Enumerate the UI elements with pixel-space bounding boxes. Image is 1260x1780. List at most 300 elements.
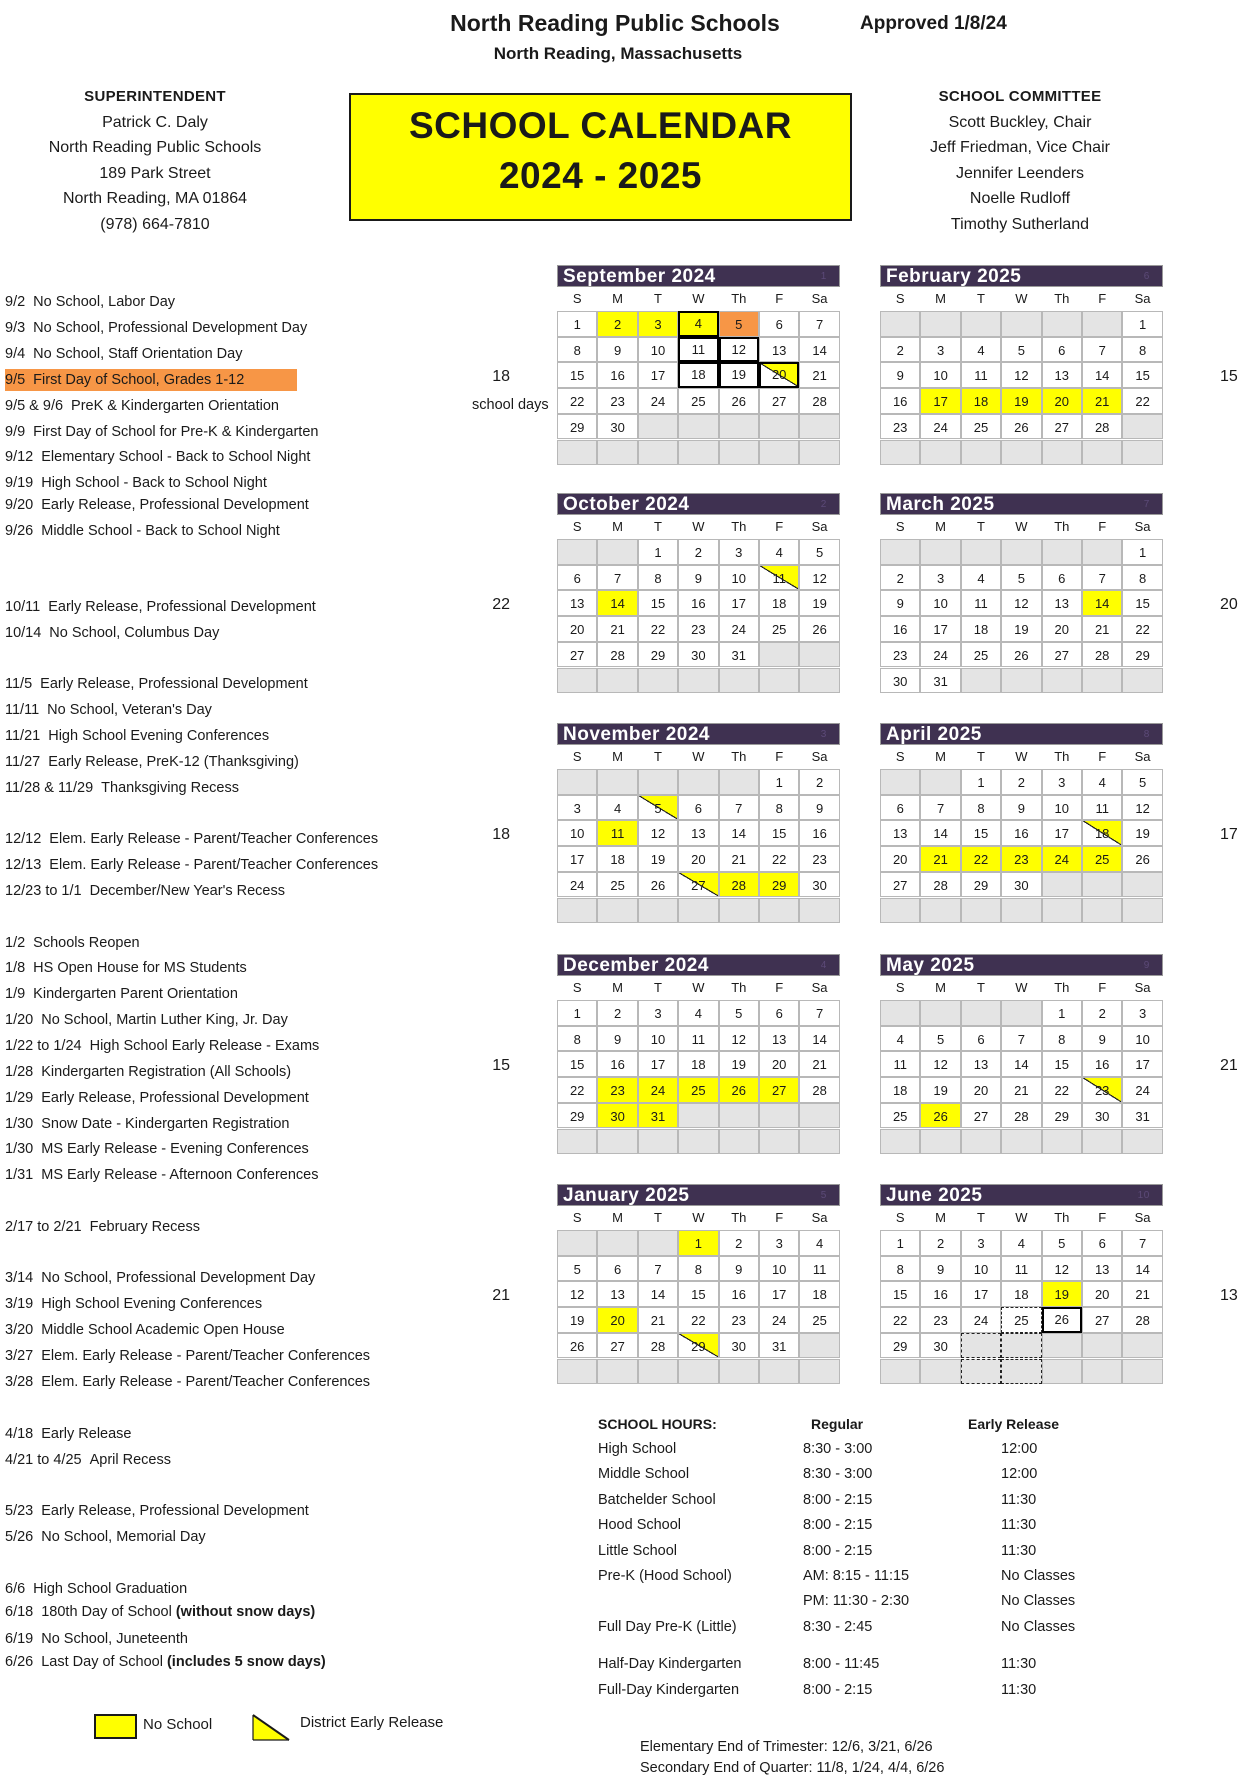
superintendent-title: SUPERINTENDENT [84, 88, 226, 105]
event-text: Early Release [41, 1426, 132, 1442]
month-index: 10 [1137, 1190, 1150, 1201]
day-cell: 14 [638, 1281, 678, 1307]
day-cell: 12 [920, 1051, 960, 1077]
empty-day-cell [1082, 311, 1122, 337]
month-index: 2 [820, 499, 827, 510]
day-cell: 24 [920, 642, 960, 668]
event-row [5, 1164, 318, 1186]
day-cell: 12 [1001, 362, 1041, 388]
banner-year: 2024 - 2025 [498, 155, 702, 196]
hours-regular: 8:30 - 3:00 [803, 1441, 873, 1457]
day-cell: 15 [678, 1281, 718, 1307]
day-cell: 24 [961, 1307, 1001, 1333]
hours-early: No Classes [1001, 1593, 1076, 1610]
event-text: HS Open House for MS Students [33, 960, 247, 976]
day-cell: 27 [1082, 1307, 1122, 1333]
day-cell: 18 [597, 846, 637, 872]
day-cell: 20 [1042, 616, 1082, 642]
page-subtitle: North Reading, Massachusetts [493, 44, 743, 63]
day-cell: 4 [678, 311, 718, 337]
hours-early: 11:30 [1001, 1517, 1037, 1534]
day-cell: 27 [1042, 414, 1082, 440]
day-cell: 27 [597, 1333, 637, 1359]
event-row [5, 777, 239, 799]
empty-day-cell [597, 769, 637, 795]
event-date: 9/5 & 9/6 [5, 398, 64, 414]
weekday-label: Sa [1134, 291, 1151, 306]
day-cell: 5 [719, 1000, 759, 1026]
hours-regular: 8:00 - 2:15 [803, 1542, 873, 1559]
weekday-label: Sa [1134, 749, 1151, 764]
month-title: May 2025 9 [880, 954, 1163, 976]
month-calendar [557, 1184, 840, 1354]
empty-day-cell [799, 1359, 839, 1385]
day-cell: 7 [719, 795, 759, 821]
weekday-label: T [977, 980, 985, 995]
day-cell: 29 [961, 872, 1001, 898]
event-date: 4/21 to 4/25 [5, 1452, 82, 1468]
superintendent-line: (978) 664-7810 [100, 215, 210, 233]
month-calendar [880, 954, 1163, 1124]
day-cell: 13 [678, 820, 718, 846]
event-text: No School, Juneteenth [41, 1631, 188, 1647]
superintendent-block [5, 84, 305, 238]
empty-day-cell [638, 414, 678, 440]
month-index: 6 [1143, 271, 1150, 282]
day-cell: 13 [880, 820, 920, 846]
weekday-label: F [1098, 980, 1107, 995]
event-row [5, 854, 378, 876]
day-cell: 6 [597, 1256, 637, 1282]
event-row [5, 343, 242, 365]
day-cell: 7 [1082, 565, 1122, 591]
day-cell: 6 [759, 311, 799, 337]
empty-day-cell [880, 1359, 920, 1385]
event-text: February Recess [89, 1219, 200, 1235]
weekday-label: M [935, 291, 946, 306]
event-text: Middle School - Back to School Night [41, 523, 280, 539]
day-cell: 5 [1001, 337, 1041, 363]
day-cell: 7 [638, 1256, 678, 1282]
weekday-header [880, 977, 1163, 999]
day-cell: 7 [799, 311, 839, 337]
day-cell: 28 [799, 1077, 839, 1103]
weekday-label: S [895, 519, 905, 534]
day-cell: 17 [557, 846, 597, 872]
weekday-label: Th [1054, 519, 1070, 534]
empty-day-cell [638, 1129, 678, 1155]
event-text: No School, Labor Day [33, 294, 176, 310]
day-cell: 16 [880, 616, 920, 642]
day-cell: 2 [678, 539, 718, 565]
day-cell: 12 [638, 820, 678, 846]
day-cell: 23 [880, 414, 920, 440]
event-row [5, 596, 316, 618]
empty-day-cell [1122, 414, 1162, 440]
empty-day-cell [1001, 539, 1041, 565]
day-cell: 12 [719, 1026, 759, 1052]
day-cell: 7 [597, 565, 637, 591]
school-days-count: 18 [492, 826, 510, 843]
day-cell: 1 [1042, 1000, 1082, 1026]
day-cell: 9 [597, 1026, 637, 1052]
weekday-label: Sa [1134, 980, 1151, 995]
day-cell: 6 [1042, 565, 1082, 591]
school-days-count: 17 [1220, 826, 1238, 843]
day-cell: 25 [1001, 1307, 1041, 1333]
day-cell: 20 [880, 846, 920, 872]
day-cell: 6 [759, 1000, 799, 1026]
event-text: Early Release, Professional Development [41, 497, 309, 513]
day-cell: 2 [880, 565, 920, 591]
empty-day-cell [557, 1359, 597, 1385]
event-date: 9/12 [5, 449, 34, 465]
empty-day-cell [719, 1359, 759, 1385]
event-text: Elem. Early Release - Parent/Teacher Conferences [41, 1348, 371, 1364]
day-cell: 21 [1082, 616, 1122, 642]
day-cell: 19 [638, 846, 678, 872]
event-text: MS Early Release - Evening Conferences [41, 1141, 309, 1157]
empty-day-cell [759, 414, 799, 440]
day-cell: 8 [759, 795, 799, 821]
day-cell: 22 [678, 1307, 718, 1333]
empty-day-cell [920, 1129, 960, 1155]
empty-day-cell [1001, 1333, 1041, 1359]
day-cell: 3 [1122, 1000, 1162, 1026]
approved-date: Approved 1/8/24 [860, 13, 1007, 34]
weekday-label: W [1015, 291, 1028, 306]
day-cell: 27 [759, 1077, 799, 1103]
hours-school: Batchelder School [598, 1491, 716, 1508]
day-cell: 7 [920, 795, 960, 821]
day-cell: 1 [1122, 539, 1162, 565]
day-cell: 8 [1122, 337, 1162, 363]
month-title: June 2025 10 [880, 1184, 1163, 1206]
hours-row [598, 1462, 1118, 1487]
day-cell: 11 [799, 1256, 839, 1282]
day-cell: 16 [880, 388, 920, 414]
day-cell: 15 [1122, 590, 1162, 616]
hours-regular: 8:00 - 2:15 [803, 1491, 873, 1508]
event-text: Early Release, Professional Development [48, 599, 316, 615]
school-days-count: 15 [492, 1057, 510, 1074]
event-row [5, 1578, 187, 1600]
month-index: 1 [820, 271, 827, 282]
day-cell: 24 [1122, 1077, 1162, 1103]
day-cell: 2 [1082, 1000, 1122, 1026]
weekday-label: W [692, 980, 705, 995]
weekday-label: S [895, 291, 905, 306]
empty-day-cell [1122, 440, 1162, 466]
month-title: March 2025 7 [880, 493, 1163, 515]
day-cell: 24 [557, 872, 597, 898]
day-cell: 1 [1122, 311, 1162, 337]
hours-school: High School [598, 1441, 677, 1457]
day-cell: 2 [1001, 769, 1041, 795]
day-cell: 25 [961, 642, 1001, 668]
event-row [5, 1628, 188, 1650]
event-row [5, 751, 299, 773]
hours-early: 11:30 [1001, 1542, 1037, 1559]
empty-day-cell [1042, 898, 1082, 924]
month-title: November 2024 3 [557, 723, 840, 745]
day-cell: 10 [557, 820, 597, 846]
hours-early: 12:00 [1001, 1466, 1038, 1483]
committee-line: Jeff Friedman, Vice Chair [930, 139, 1110, 157]
empty-day-cell [1001, 1000, 1041, 1026]
day-cell: 15 [557, 1051, 597, 1077]
weekday-label: T [977, 519, 985, 534]
day-cell: 9 [597, 337, 637, 363]
day-cell: 11 [1001, 1256, 1041, 1282]
month-title: September 2024 1 [557, 265, 840, 287]
empty-day-cell [961, 1359, 1001, 1385]
event-text: High School Early Release - Exams [89, 1038, 320, 1054]
day-cell: 23 [880, 642, 920, 668]
hours-school: Full-Day Kindergarten [598, 1681, 740, 1698]
event-text: No School, Professional Development Day [41, 1270, 316, 1286]
day-cell: 17 [638, 1051, 678, 1077]
event-date: 10/11 [5, 599, 41, 615]
empty-day-cell [597, 1129, 637, 1155]
day-cell: 25 [880, 1103, 920, 1129]
event-text: MS Early Release - Afternoon Conferences [41, 1167, 319, 1183]
weekday-label: S [572, 1210, 582, 1225]
event-text: High School Evening Conferences [48, 728, 270, 744]
day-cell: 22 [557, 388, 597, 414]
event-date: 6/18 [5, 1604, 34, 1620]
day-cell: 10 [1042, 795, 1082, 821]
month-calendar [557, 493, 840, 663]
empty-day-cell [961, 311, 1001, 337]
day-cell: 4 [759, 539, 799, 565]
day-cell: 15 [557, 362, 597, 388]
day-cell: 25 [678, 1077, 718, 1103]
event-row [5, 957, 247, 979]
day-cell: 29 [678, 1333, 718, 1359]
empty-day-cell [678, 769, 718, 795]
month-calendar [557, 954, 840, 1124]
empty-day-cell [920, 1000, 960, 1026]
empty-day-cell [1082, 668, 1122, 694]
empty-day-cell [799, 668, 839, 694]
event-text: First Day of School, Grades 1-12 [33, 372, 245, 388]
day-cell: 2 [597, 1000, 637, 1026]
committee-block [870, 84, 1170, 238]
day-cell: 18 [759, 590, 799, 616]
day-cell: 23 [1001, 846, 1041, 872]
day-cell: 2 [880, 337, 920, 363]
day-cell: 28 [1082, 414, 1122, 440]
day-cell: 7 [1122, 1230, 1162, 1256]
weekday-label: T [977, 291, 985, 306]
month-calendar [557, 723, 840, 893]
day-cell: 25 [799, 1307, 839, 1333]
day-cell: 14 [799, 1026, 839, 1052]
legend-early-release-icon [252, 1714, 290, 1741]
day-cell: 30 [880, 668, 920, 694]
day-cell: 6 [1082, 1230, 1122, 1256]
event-text: No School, Professional Development Day [33, 320, 308, 336]
weekday-label: F [775, 980, 784, 995]
event-row [5, 828, 378, 850]
event-date: 1/30 [5, 1141, 34, 1157]
day-cell: 24 [719, 616, 759, 642]
event-date: 9/26 [5, 523, 34, 539]
empty-day-cell [920, 898, 960, 924]
weekday-label: T [977, 749, 985, 764]
hours-regular: PM: 11:30 - 2:30 [803, 1593, 910, 1610]
day-cell: 26 [1001, 642, 1041, 668]
empty-day-cell [1082, 1333, 1122, 1359]
day-cell: 6 [880, 795, 920, 821]
day-cell: 21 [638, 1307, 678, 1333]
empty-day-cell [799, 898, 839, 924]
event-date: 6/19 [5, 1631, 34, 1647]
event-date: 11/21 [5, 728, 41, 744]
day-cell: 4 [1082, 769, 1122, 795]
day-cell: 4 [597, 795, 637, 821]
event-text: December/New Year's Recess [89, 883, 285, 899]
hours-row [598, 1652, 1118, 1677]
month-index: 8 [1143, 729, 1150, 740]
empty-day-cell [1001, 668, 1041, 694]
event-text: Thanksgiving Recess [101, 780, 239, 796]
event-row [5, 1423, 132, 1445]
empty-day-cell [1082, 872, 1122, 898]
day-cell: 30 [920, 1333, 960, 1359]
day-cell: 19 [719, 1051, 759, 1077]
committee-line: Scott Buckley, Chair [948, 113, 1092, 131]
day-cell: 19 [557, 1307, 597, 1333]
event-row [5, 983, 238, 1005]
day-cell: 20 [961, 1077, 1001, 1103]
day-cell: 30 [678, 642, 718, 668]
day-cell: 30 [799, 872, 839, 898]
weekday-label: Th [731, 980, 747, 995]
day-cell: 21 [799, 1051, 839, 1077]
empty-day-cell [678, 414, 718, 440]
day-cell: 26 [557, 1333, 597, 1359]
day-cell: 4 [1001, 1230, 1041, 1256]
event-text: No School, Staff Orientation Day [33, 346, 243, 362]
committee-line: Timothy Sutherland [950, 215, 1090, 233]
event-date: 12/23 to 1/1 [5, 883, 82, 899]
day-cell: 9 [880, 362, 920, 388]
event-row [5, 1500, 309, 1522]
day-cell: 22 [638, 616, 678, 642]
day-cell: 20 [557, 616, 597, 642]
event-date: 9/3 [5, 320, 26, 336]
event-note: (includes 5 snow days) [162, 1654, 326, 1670]
empty-day-cell [1001, 898, 1041, 924]
day-cell: 19 [719, 362, 759, 388]
empty-day-cell [759, 642, 799, 668]
event-row [5, 1371, 370, 1393]
day-cell: 19 [1122, 820, 1162, 846]
weekday-label: M [612, 519, 623, 534]
day-cell: 15 [1122, 362, 1162, 388]
day-cell: 26 [1042, 1307, 1082, 1333]
empty-day-cell [799, 440, 839, 466]
day-cell: 24 [759, 1307, 799, 1333]
day-cell: 23 [597, 388, 637, 414]
event-date: 9/20 [5, 497, 34, 513]
day-cell: 9 [799, 795, 839, 821]
hours-regular: 8:00 - 11:45 [803, 1656, 880, 1673]
day-cell: 9 [719, 1256, 759, 1282]
empty-day-cell [1001, 311, 1041, 337]
empty-day-cell [961, 1129, 1001, 1155]
day-cell: 3 [638, 311, 678, 337]
empty-day-cell [1082, 1129, 1122, 1155]
month-calendar [880, 1184, 1163, 1354]
day-cell: 21 [719, 846, 759, 872]
day-cell: 17 [719, 590, 759, 616]
day-cell: 12 [1001, 590, 1041, 616]
day-cell: 1 [557, 311, 597, 337]
event-text: Kindergarten Registration (All Schools) [41, 1064, 292, 1080]
day-cell: 23 [1082, 1077, 1122, 1103]
hours-row [598, 1589, 1118, 1614]
weekday-label: Th [1054, 980, 1070, 995]
weekday-label: T [654, 291, 662, 306]
weekday-label: F [1098, 291, 1107, 306]
day-cell: 19 [1042, 1281, 1082, 1307]
empty-day-cell [920, 440, 960, 466]
superintendent-line: Patrick C. Daly [102, 113, 208, 131]
day-cell: 8 [678, 1256, 718, 1282]
empty-day-cell [638, 440, 678, 466]
day-cell: 6 [678, 795, 718, 821]
day-cell: 5 [557, 1256, 597, 1282]
event-row [5, 395, 279, 417]
day-cell: 31 [920, 668, 960, 694]
day-cell: 17 [920, 616, 960, 642]
weekday-label: Th [1054, 291, 1070, 306]
hours-early: 11:30 [1001, 1656, 1037, 1673]
day-cell: 18 [678, 1051, 718, 1077]
empty-day-cell [638, 769, 678, 795]
event-row [5, 494, 309, 516]
day-cell: 29 [638, 642, 678, 668]
weekday-label: Th [1054, 1210, 1070, 1225]
event-text: No School, Veteran's Day [47, 702, 212, 718]
day-cell: 1 [557, 1000, 597, 1026]
empty-day-cell [597, 668, 637, 694]
month-calendar [880, 265, 1163, 435]
day-cell: 4 [678, 1000, 718, 1026]
hours-row [598, 1678, 1118, 1703]
day-cell: 19 [920, 1077, 960, 1103]
empty-day-cell [880, 1129, 920, 1155]
event-date: 1/31 [5, 1167, 34, 1183]
day-cell: 11 [1082, 795, 1122, 821]
day-cell: 9 [1082, 1026, 1122, 1052]
day-cell: 8 [557, 337, 597, 363]
weekday-header [557, 977, 840, 999]
weekday-header [880, 516, 1163, 538]
day-cell: 8 [961, 795, 1001, 821]
day-cell: 20 [759, 362, 799, 388]
day-cell: 31 [759, 1333, 799, 1359]
day-cell: 25 [759, 616, 799, 642]
empty-day-cell [799, 1333, 839, 1359]
superintendent-line: North Reading Public Schools [48, 139, 262, 157]
empty-day-cell [1042, 1333, 1082, 1359]
day-cell: 27 [557, 642, 597, 668]
day-cell: 5 [799, 539, 839, 565]
